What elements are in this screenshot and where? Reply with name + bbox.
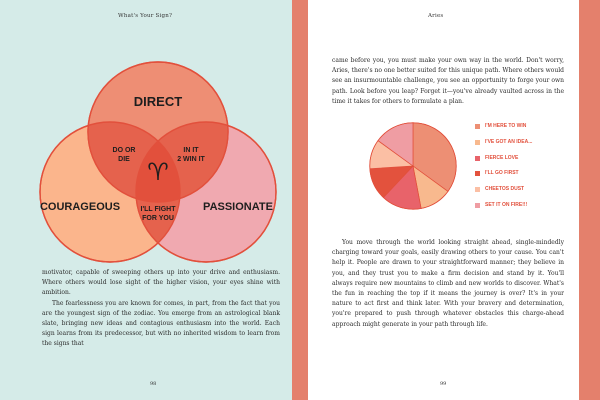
- aries-symbol-icon: ♈: [147, 158, 169, 186]
- legend-item: [475, 202, 575, 218]
- pie-legend: [475, 123, 575, 218]
- legend-swatch: [475, 140, 480, 145]
- legend-swatch: [475, 171, 480, 176]
- venn-diagram: [38, 60, 278, 270]
- pie-chart: [366, 118, 460, 214]
- running-head-right: Aries: [428, 13, 444, 19]
- legend-item: [475, 186, 575, 202]
- legend-item: [475, 139, 575, 155]
- legend-item: [475, 123, 575, 139]
- venn-label-fight-1: I'LL FIGHT: [140, 206, 176, 213]
- venn-label-do-or-die-1: DO OR: [112, 147, 136, 154]
- legend-swatch: [475, 203, 480, 208]
- legend-label: CHEETOS DUST: [485, 186, 525, 193]
- left-paragraph-2: The fearlessness you are known for comes, in part, from the fact that you are the youngest sign of the zodiac. You emerge from an astrological blank slate, bringing new ideas and contagious enthusiasm into the world. Each sign learns from its predecessor, but with no inherited wisdom to learn from the signs that: [42, 299, 280, 348]
- running-head-left: What's Your Sign?: [118, 13, 173, 19]
- legend-swatch: [475, 156, 480, 161]
- legend-label: SET IT ON FIRE!!!: [485, 201, 528, 208]
- venn-label-in-it-2: 2 WIN IT: [177, 156, 205, 163]
- right-body-text-top: [332, 56, 564, 107]
- legend-item: [475, 155, 575, 171]
- venn-label-courageous: COURAGEOUS: [39, 201, 121, 213]
- venn-label-direct: DIRECT: [133, 94, 183, 109]
- legend-label: I'VE GOT AN IDEA...: [485, 138, 533, 145]
- legend-swatch: [475, 124, 480, 129]
- page-number-right: 99: [440, 381, 447, 387]
- page-number-left: 98: [150, 381, 157, 387]
- legend-label: I'LL GO FIRST: [485, 170, 519, 177]
- gutter: [292, 0, 308, 400]
- right-paragraph-1: came before you, you must make your own way in the world. Don't worry, Aries, there's no one better suited for this unique path. Where others would see an insurmountable challenge, you see an opportunity to forge your own path. Look before you leap? Forget it—you've already vaulted across in the time it takes for others to formulate a plan.: [332, 57, 564, 105]
- venn-label-do-or-die-2: DIE: [118, 156, 130, 163]
- venn-label-in-it-1: IN IT: [183, 147, 199, 154]
- legend-label: FIERCE LOVE: [485, 154, 519, 161]
- venn-label-passionate: PASSIONATE: [203, 201, 273, 213]
- left-paragraph-1: motivator, capable of sweeping others up into your drive and enthusiasm. Where others would lose sight of the higher vision, your eyes shine with ambition.: [42, 269, 280, 297]
- page-edge: [579, 0, 600, 400]
- legend-label: I'M HERE TO WIN: [485, 123, 527, 129]
- right-body-text-bottom: [332, 238, 564, 330]
- right-paragraph-2: You move through the world looking straight ahead, single-mindedly charging toward your goals, easily drawing others to your cause. You can't help it. People are drawn to your straightforward manner; they believe in you, and they trust you to make a firm decision and stand by it. You'll always require new mountains to climb and new worlds to discover. What's the fun in reaching the top if it means the journey is over? It's in your nature to act first and think later. With your bravery and determination, you're prepared to push through whatever obstacles this charge-ahead approach might generate in your path through life.: [332, 239, 564, 328]
- venn-label-fight-2: FOR YOU: [142, 215, 174, 222]
- legend-swatch: [475, 187, 480, 192]
- left-body-text: [42, 268, 280, 350]
- legend-item: [475, 170, 575, 186]
